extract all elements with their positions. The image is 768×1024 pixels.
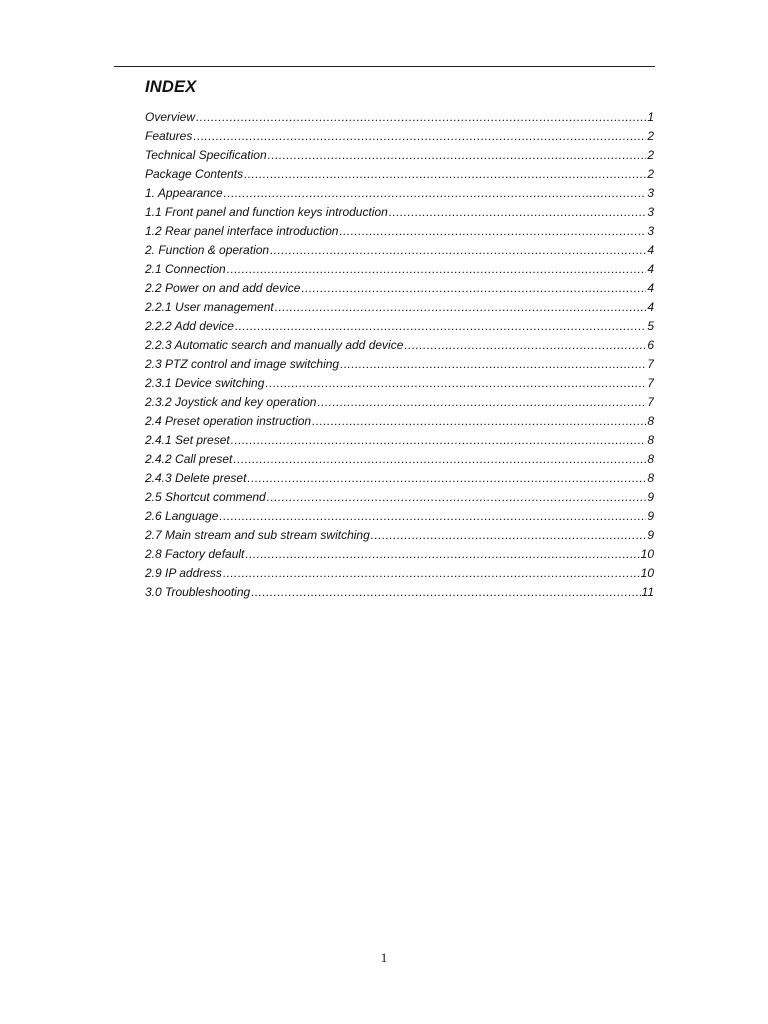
toc-entry-page: 8 (647, 433, 654, 447)
toc-dot-leader (389, 203, 646, 222)
toc-entry[interactable] (145, 431, 654, 450)
toc-entry-label: Package Contents (145, 167, 244, 181)
toc-entry[interactable] (145, 545, 654, 564)
toc-dot-leader (235, 317, 646, 336)
toc-entry[interactable] (145, 165, 654, 184)
toc-entry-page: 9 (647, 509, 654, 523)
toc-entry[interactable] (145, 146, 654, 165)
toc-dot-leader (301, 279, 646, 298)
toc-dot-leader (224, 184, 647, 203)
toc-entry-label: 2.8 Factory default (145, 547, 245, 561)
toc-entry-label: 2.2.2 Add device (145, 319, 234, 333)
toc-entry[interactable] (145, 450, 654, 469)
toc-dot-leader (251, 583, 640, 602)
toc-entry[interactable] (145, 241, 654, 260)
toc-dot-leader (265, 374, 646, 393)
toc-dot-leader (404, 336, 646, 355)
header-rule (114, 66, 655, 67)
toc-entry-label: 2.9 IP address (145, 566, 222, 580)
toc-entry-page: 3 (647, 186, 654, 200)
toc-dot-leader (231, 431, 647, 450)
toc-entry[interactable] (145, 526, 654, 545)
toc-entry-label: 2. Function & operation (145, 243, 270, 257)
page-title: INDEX (145, 78, 197, 96)
toc-entry[interactable] (145, 393, 654, 412)
toc-entry-label: 2.2.1 User management (145, 300, 274, 314)
toc-entry[interactable] (145, 108, 654, 127)
toc-entry-page: 4 (647, 281, 654, 295)
toc-dot-leader (371, 526, 647, 545)
toc-entry-label: 2.5 Shortcut commend (145, 490, 266, 504)
toc-entry-page: 1 (647, 110, 654, 124)
toc-entry-page: 6 (647, 338, 654, 352)
toc-dot-leader (196, 108, 646, 127)
toc-dot-leader (223, 564, 640, 583)
toc-entry-page: 5 (647, 319, 654, 333)
toc-dot-leader (312, 412, 646, 431)
toc-entry-page: 7 (647, 357, 654, 371)
toc-entry-label: 1.1 Front panel and function keys introduction (145, 205, 388, 219)
toc-entry-page: 11 (641, 585, 654, 599)
toc-entry-page: 2 (647, 167, 654, 181)
toc-entry-label: 2.3.1 Device switching (145, 376, 265, 390)
toc-entry-label: 2.4 Preset operation instruction (145, 414, 312, 428)
toc-entry[interactable] (145, 355, 654, 374)
toc-entry-page: 9 (647, 528, 654, 542)
toc-entry-label: 2.4.3 Delete preset (145, 471, 247, 485)
toc-entry-page: 10 (640, 566, 654, 580)
toc-entry-page: 3 (647, 205, 654, 219)
toc-entry[interactable] (145, 507, 654, 526)
toc-entry[interactable] (145, 374, 654, 393)
toc-dot-leader (233, 450, 646, 469)
toc-entry-page: 8 (647, 471, 654, 485)
toc-dot-leader (247, 469, 646, 488)
toc-dot-leader (270, 241, 646, 260)
toc-entry[interactable] (145, 203, 654, 222)
toc-entry-label: 2.4.1 Set preset (145, 433, 230, 447)
toc-entry[interactable] (145, 222, 654, 241)
toc-entry[interactable] (145, 412, 654, 431)
toc-entry-label: 2.2 Power on and add device (145, 281, 301, 295)
toc-entry-page: 10 (640, 547, 654, 561)
toc-dot-leader (193, 127, 646, 146)
toc-entry[interactable] (145, 279, 654, 298)
toc-entry-label: 2.4.2 Call preset (145, 452, 233, 466)
toc-entry-page: 7 (647, 376, 654, 390)
toc-dot-leader (244, 165, 646, 184)
toc-entry[interactable] (145, 469, 654, 488)
toc-entry[interactable] (145, 298, 654, 317)
toc-entry-page: 4 (647, 300, 654, 314)
toc-entry[interactable] (145, 336, 654, 355)
toc-dot-leader (219, 507, 646, 526)
toc-entry[interactable] (145, 583, 654, 602)
toc-dot-leader (275, 298, 647, 317)
toc-entry-label: 2.7 Main stream and sub stream switching (145, 528, 370, 542)
toc-entry[interactable] (145, 317, 654, 336)
toc-entry-page: 4 (647, 243, 654, 257)
toc-entry-label: Features (145, 129, 193, 143)
toc-entry[interactable] (145, 488, 654, 507)
toc-entry-page: 8 (647, 452, 654, 466)
toc-entry-label: 2.2.3 Automatic search and manually add device (145, 338, 404, 352)
toc-entry-page: 9 (647, 490, 654, 504)
toc-entry-label: 2.1 Connection (145, 262, 226, 276)
toc-dot-leader (317, 393, 646, 412)
toc-entry-page: 2 (647, 129, 654, 143)
table-of-contents (145, 108, 654, 602)
toc-entry-label: 3.0 Troubleshooting (145, 585, 251, 599)
toc-entry-page: 7 (647, 395, 654, 409)
toc-entry[interactable] (145, 260, 654, 279)
toc-entry-label: 1. Appearance (145, 186, 223, 200)
toc-dot-leader (340, 355, 646, 374)
toc-entry-page: 2 (647, 148, 654, 162)
toc-entry-label: 2.3 PTZ control and image switching (145, 357, 340, 371)
toc-entry-label: 2.3.2 Joystick and key operation (145, 395, 317, 409)
toc-entry-label: Technical Specification (145, 148, 267, 162)
toc-entry[interactable] (145, 184, 654, 203)
toc-entry-page: 8 (647, 414, 654, 428)
toc-entry-page: 3 (647, 224, 654, 238)
toc-entry-label: 2.6 Language (145, 509, 219, 523)
toc-entry[interactable] (145, 564, 654, 583)
toc-dot-leader (339, 222, 646, 241)
toc-entry[interactable] (145, 127, 654, 146)
toc-entry-label: 1.2 Rear panel interface introduction (145, 224, 339, 238)
toc-dot-leader (268, 146, 647, 165)
toc-entry-label: Overview (145, 110, 196, 124)
toc-dot-leader (245, 545, 639, 564)
toc-dot-leader (267, 488, 647, 507)
toc-dot-leader (227, 260, 647, 279)
toc-entry-page: 4 (647, 262, 654, 276)
page-number: 1 (380, 950, 388, 965)
